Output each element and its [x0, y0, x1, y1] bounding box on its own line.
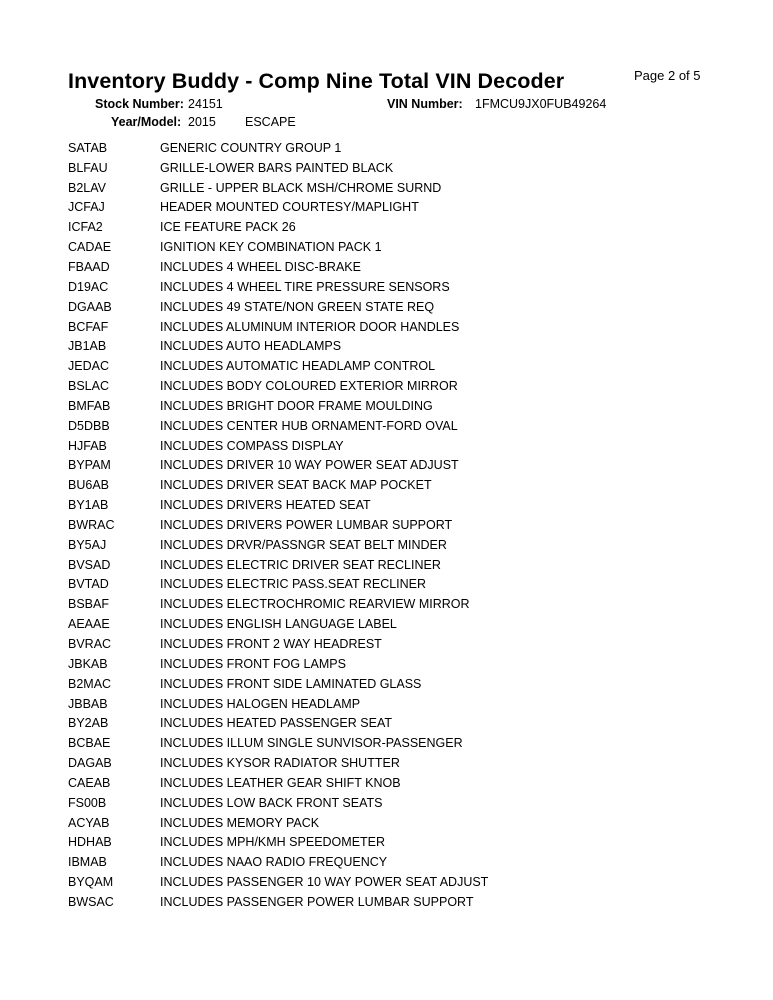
list-item [68, 535, 488, 555]
list-item [68, 773, 488, 793]
option-description: HEADER MOUNTED COURTESY/MAPLIGHT [160, 200, 419, 215]
list-item [68, 297, 488, 317]
option-code: B2MAC [68, 676, 112, 691]
option-description: INCLUDES HEATED PASSENGER SEAT [160, 716, 392, 731]
list-item [68, 475, 488, 495]
option-description: ICE FEATURE PACK 26 [160, 220, 296, 235]
list-item [68, 456, 488, 476]
option-code: BSBAF [68, 597, 109, 612]
option-description: INCLUDES ELECTRIC PASS.SEAT RECLINER [160, 577, 427, 592]
list-item [68, 495, 488, 515]
option-code: IBMAB [68, 855, 107, 870]
list-item [68, 872, 488, 892]
option-code: ICFA2 [68, 220, 103, 235]
option-description: INCLUDES AUTOMATIC HEADLAMP CONTROL [160, 359, 436, 374]
option-description: INCLUDES DRIVERS POWER LUMBAR SUPPORT [160, 517, 453, 532]
list-item [68, 892, 488, 912]
option-description: GENERIC COUNTRY GROUP 1 [160, 140, 342, 155]
option-code: BMFAB [68, 398, 111, 413]
option-code-list [68, 138, 488, 912]
option-code: ACYAB [68, 815, 110, 830]
option-code: JCFAJ [68, 200, 105, 215]
option-description: INCLUDES DRIVERS HEATED SEAT [160, 498, 371, 513]
option-code: SATAB [68, 140, 108, 155]
option-description: INCLUDES LOW BACK FRONT SEATS [160, 795, 383, 810]
option-description: INCLUDES LEATHER GEAR SHIFT KNOB [160, 775, 401, 790]
option-code: BCBAE [68, 736, 111, 751]
year-value: 2015 [188, 115, 216, 129]
option-code: AEAAE [68, 617, 110, 632]
option-code: BY1AB [68, 498, 109, 513]
option-code: DAGAB [68, 756, 112, 771]
option-code: JEDAC [68, 359, 109, 374]
list-item [68, 852, 488, 872]
option-description: INCLUDES CENTER HUB ORNAMENT-FORD OVAL [160, 418, 458, 433]
list-item [68, 138, 488, 158]
option-description: INCLUDES NAAO RADIO FREQUENCY [160, 855, 388, 870]
option-description: INCLUDES PASSENGER 10 WAY POWER SEAT ADJUST [160, 875, 489, 890]
page-number: Page 2 of 5 [634, 68, 701, 83]
option-description: INCLUDES ALUMINUM INTERIOR DOOR HANDLES [160, 319, 460, 334]
option-code: DGAAB [68, 299, 112, 314]
option-code: FS00B [68, 795, 107, 810]
option-description: INCLUDES 4 WHEEL TIRE PRESSURE SENSORS [160, 279, 450, 294]
option-description: INCLUDES KYSOR RADIATOR SHUTTER [160, 756, 400, 771]
option-code: JB1AB [68, 339, 107, 354]
year-model-label: Year/Model: [111, 115, 182, 129]
list-item [68, 515, 488, 535]
option-code: JBBAB [68, 696, 108, 711]
vin-number-value: 1FMCU9JX0FUB49264 [475, 97, 607, 111]
option-code: D5DBB [68, 418, 110, 433]
list-item [68, 813, 488, 833]
list-item [68, 336, 488, 356]
list-item [68, 793, 488, 813]
list-item [68, 753, 488, 773]
option-description: INCLUDES BODY COLOURED EXTERIOR MIRROR [160, 379, 458, 394]
option-code: B2LAV [68, 180, 106, 195]
option-code: D19AC [68, 279, 109, 294]
list-item [68, 178, 488, 198]
option-description: INCLUDES MPH/KMH SPEEDOMETER [160, 835, 386, 850]
option-description: INCLUDES AUTO HEADLAMPS [160, 339, 342, 354]
list-item [68, 654, 488, 674]
option-description: INCLUDES HALOGEN HEADLAMP [160, 696, 361, 711]
option-code: BY5AJ [68, 537, 107, 552]
option-description: GRILLE-LOWER BARS PAINTED BLACK [160, 160, 394, 175]
stock-number-value: 24151 [188, 97, 223, 111]
option-description: INCLUDES DRIVER 10 WAY POWER SEAT ADJUST [160, 458, 459, 473]
option-code: BVRAC [68, 637, 112, 652]
option-description: INCLUDES ELECTRIC DRIVER SEAT RECLINER [160, 557, 441, 572]
option-code: BSLAC [68, 379, 109, 394]
list-item [68, 674, 488, 694]
list-item [68, 217, 488, 237]
option-description: GRILLE - UPPER BLACK MSH/CHROME SURND [160, 180, 442, 195]
list-item [68, 376, 488, 396]
option-description: INCLUDES COMPASS DISPLAY [160, 438, 344, 453]
list-item [68, 694, 488, 714]
option-description: INCLUDES ILLUM SINGLE SUNVISOR-PASSENGER [160, 736, 463, 751]
list-item [68, 257, 488, 277]
list-item [68, 575, 488, 595]
document-title: Inventory Buddy - Comp Nine Total VIN Decoder [68, 69, 565, 93]
option-code: CADAE [68, 240, 112, 255]
option-description: INCLUDES BRIGHT DOOR FRAME MOULDING [160, 398, 433, 413]
option-code: BU6AB [68, 478, 109, 493]
option-description: IGNITION KEY COMBINATION PACK 1 [160, 240, 382, 255]
list-item [68, 237, 488, 257]
list-item [68, 436, 488, 456]
option-description: INCLUDES 4 WHEEL DISC-BRAKE [160, 259, 361, 274]
list-item [68, 594, 488, 614]
model-value: ESCAPE [245, 115, 296, 129]
list-item [68, 198, 488, 218]
option-description: INCLUDES 49 STATE/NON GREEN STATE REQ [160, 299, 435, 314]
stock-number-label: Stock Number: [95, 97, 184, 111]
option-code: BVSAD [68, 557, 111, 572]
option-description: INCLUDES FRONT SIDE LAMINATED GLASS [160, 676, 422, 691]
list-item [68, 555, 488, 575]
option-description: INCLUDES DRIVER SEAT BACK MAP POCKET [160, 478, 432, 493]
vin-number-label: VIN Number: [387, 97, 463, 111]
option-code: BLFAU [68, 160, 108, 175]
list-item [68, 317, 488, 337]
list-item [68, 634, 488, 654]
option-code: BVTAD [68, 577, 109, 592]
option-code: CAEAB [68, 775, 111, 790]
list-item [68, 713, 488, 733]
list-item [68, 733, 488, 753]
list-item [68, 158, 488, 178]
option-description: INCLUDES ENGLISH LANGUAGE LABEL [160, 617, 397, 632]
option-code: JBKAB [68, 656, 108, 671]
option-description: INCLUDES DRVR/PASSNGR SEAT BELT MINDER [160, 537, 447, 552]
list-item [68, 416, 488, 436]
option-description: INCLUDES FRONT 2 WAY HEADREST [160, 637, 382, 652]
option-code: BWRAC [68, 517, 115, 532]
list-item [68, 356, 488, 376]
option-code: HJFAB [68, 438, 107, 453]
option-code: BY2AB [68, 716, 109, 731]
option-description: INCLUDES ELECTROCHROMIC REARVIEW MIRROR [160, 597, 470, 612]
list-item [68, 833, 488, 853]
list-item [68, 277, 488, 297]
list-item [68, 396, 488, 416]
option-code: BCFAF [68, 319, 109, 334]
option-description: INCLUDES FRONT FOG LAMPS [160, 656, 346, 671]
option-code: FBAAD [68, 259, 110, 274]
option-code: HDHAB [68, 835, 112, 850]
option-description: INCLUDES MEMORY PACK [160, 815, 320, 830]
list-item [68, 614, 488, 634]
option-code: BYQAM [68, 875, 114, 890]
option-description: INCLUDES PASSENGER POWER LUMBAR SUPPORT [160, 894, 474, 909]
option-code: BWSAC [68, 894, 114, 909]
option-code: BYPAM [68, 458, 111, 473]
